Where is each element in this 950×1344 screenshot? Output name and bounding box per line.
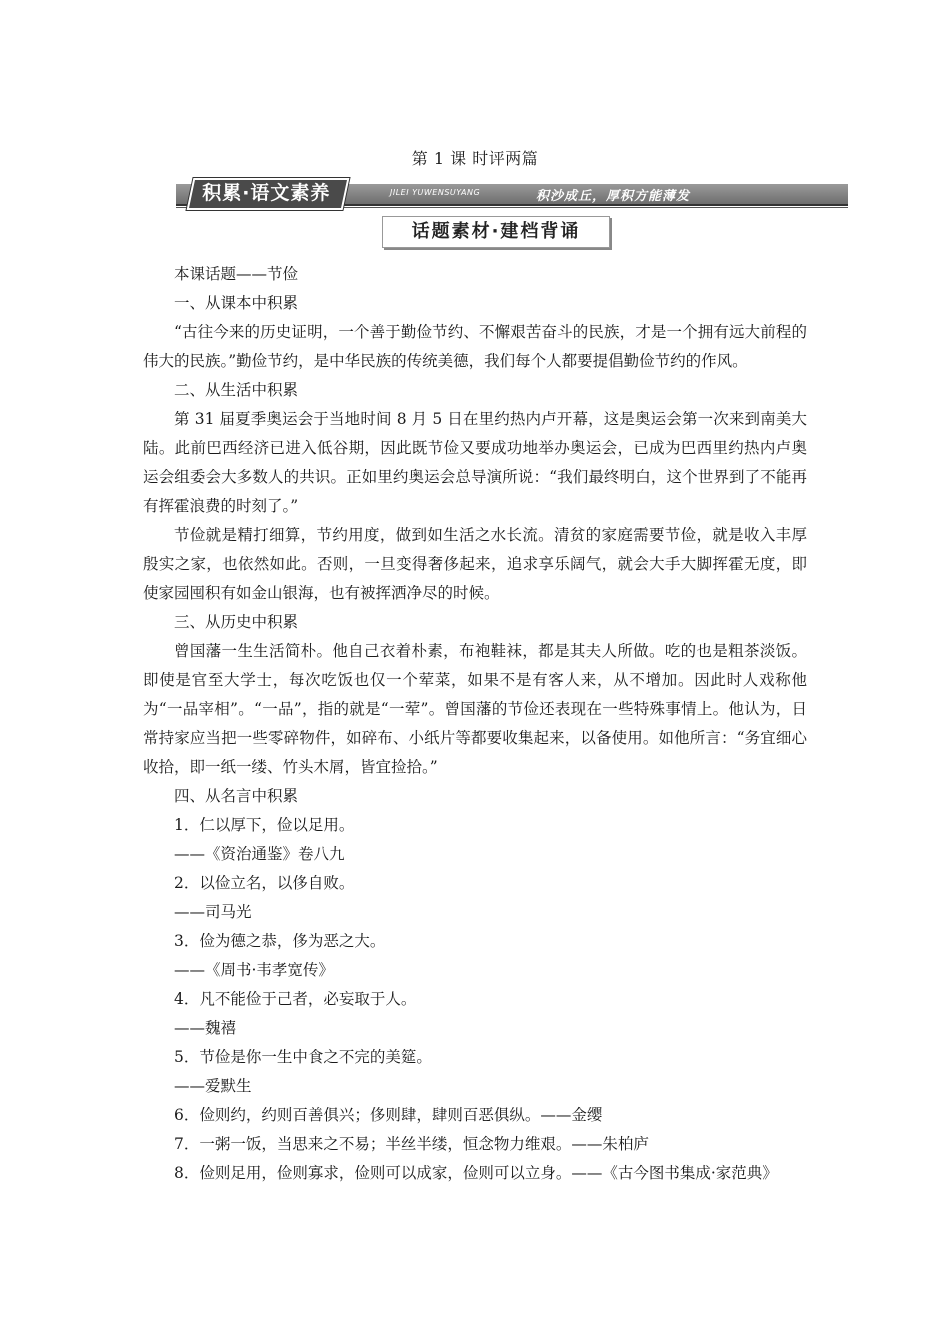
section-heading: 三、从历史中积累	[174, 613, 299, 631]
quote-source: ——《周书·韦孝宽传》	[174, 961, 334, 979]
paragraph: 本课话题——节俭	[174, 265, 299, 283]
banner-tab-label: 积累·语文素养	[202, 182, 331, 204]
page-title: 第 1 课 时评两篇	[411, 149, 539, 168]
quote-item: 3．俭为德之恭，侈为恶之大。	[174, 932, 386, 950]
quote-source: ——《资治通鉴》卷八九	[174, 845, 345, 863]
quote-item: 8．俭则足用，俭则寡求，俭则可以成家，俭则可以立身。——《古今图书集成·家范典》	[174, 1164, 778, 1182]
quote-item: 6．俭则约，约则百善俱兴；侈则肆，肆则百恶俱纵。——金缨	[174, 1106, 603, 1124]
quote-item: 1．仁以厚下，俭以足用。	[174, 816, 355, 834]
quote-item: 2．以俭立名，以侈自败。	[174, 874, 355, 892]
quote-source: ——魏禧	[174, 1019, 237, 1037]
paragraph: 节俭就是精打细算，节约用度，做到如生活之水长流。清贫的家庭需要节俭，就是收入丰厚殷实之家，也依然如此。否则，一旦变得奢侈起来，追求享乐阔气，就会大手大脚挥霍无度，即使家园囤积有如金山银海，也有被挥洒净尽的时候。	[143, 526, 807, 602]
subtitle-text: 话题素材·建档背诵	[411, 221, 581, 242]
subtitle-box	[382, 216, 610, 248]
paragraph: “古往今来的历史证明，一个善于勤俭节约、不懈艰苦奋斗的民族，才是一个拥有远大前程的伟大的民族。”勤俭节约，是中华民族的传统美德，我们每个人都要提倡勤俭节约的作风。	[143, 323, 807, 370]
section-heading: 四、从名言中积累	[174, 787, 299, 805]
section-heading: 二、从生活中积累	[174, 381, 299, 399]
paragraph: 曾国藩一生生活简朴。他自己衣着朴素，布袍鞋袜，都是其夫人所做。吃的也是粗茶淡饭。即使是官至大学士，每次吃饭也仅一个荤菜，如果不是有客人来，从不增加。因此时人戏称他为“一品宰相”。“一品”，指的就是“一荤”。曾国藩的节俭还表现在一些特殊事情上。他认为，日常持家应当把一些零碎物件，如碎布、小纸片等都要收集起来，以备使用。如他所言：“务宜细心收拾，即一纸一缕、竹头木屑，皆宜捡拾。”	[143, 642, 807, 776]
quote-item: 5．节俭是你一生中食之不完的美筵。	[174, 1048, 432, 1066]
section-banner	[176, 178, 848, 208]
quote-source: ——爱默生	[174, 1077, 252, 1095]
content-body	[143, 260, 807, 1188]
quote-source: ——司马光	[174, 903, 252, 921]
banner-slogan: 积沙成丘，厚积方能薄发	[536, 189, 691, 204]
quote-item: 7．一粥一饭，当思来之不易；半丝半缕，恒念物力维艰。——朱柏庐	[174, 1135, 649, 1153]
quote-item: 4．凡不能俭于己者，必妄取于人。	[174, 990, 417, 1008]
banner-pinyin: JILEI YUWENSUYANG	[390, 188, 481, 197]
banner-tab	[187, 178, 350, 210]
section-heading: 一、从课本中积累	[174, 294, 299, 312]
paragraph: 第 31 届夏季奥运会于当地时间 8 月 5 日在里约热内卢开幕，这是奥运会第一次来到南美大陆。此前巴西经济已进入低谷期，因此既节俭又要成功地举办奥运会，已成为巴西里约热内卢奥运会组委会大多数人的共识。正如里约奥运会总导演所说：“我们最终明白，这个世界到了不能再有挥霍浪费的时刻了。”	[143, 410, 807, 515]
